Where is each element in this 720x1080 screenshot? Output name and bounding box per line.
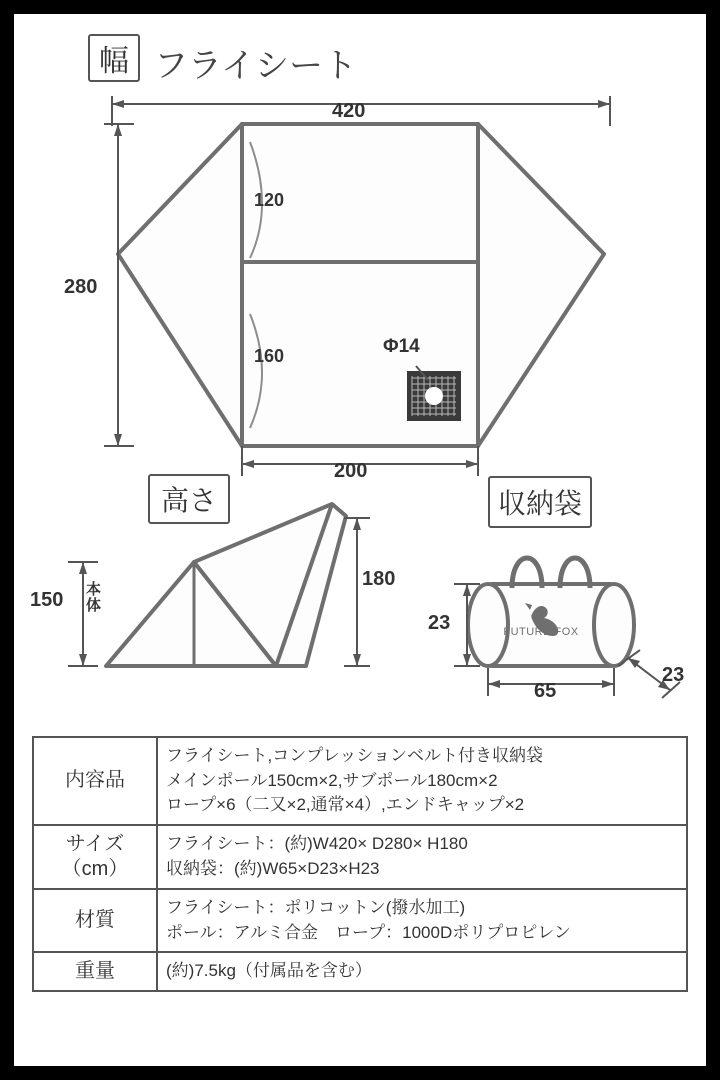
dim-height-150: 150 <box>30 589 64 611</box>
row-key-contents: 内容品 <box>33 737 157 825</box>
bag-section-badge: 収納袋 <box>488 476 592 528</box>
value-line: フライシート,コンプレッションベルト付き収納袋 <box>166 746 544 765</box>
dim-bag-23-height: 23 <box>428 612 451 634</box>
dim-height-180: 180 <box>362 568 396 590</box>
dim-width-200: 200 <box>334 460 368 482</box>
vent-diameter-label: Φ14 <box>383 336 420 357</box>
row-key-material: 材質 <box>33 889 157 952</box>
row-value-weight <box>157 952 687 991</box>
dim-width-420: 420 <box>332 100 366 122</box>
dim-height-150-note: 本体 <box>86 581 102 614</box>
row-value-size <box>157 825 687 889</box>
value-line: ロープ×6（二又×2,通常×4）,エンドキャップ×2 <box>166 795 525 815</box>
height-section-badge: 高さ <box>148 474 230 524</box>
value-line: 収納袋：(約)W65×D23×H23 <box>166 858 380 878</box>
dim-bag-23-depth: 23 <box>662 664 685 686</box>
dim-inner-160: 160 <box>254 346 285 366</box>
row-key-size <box>33 825 157 889</box>
width-section-title: フライシート <box>154 47 357 85</box>
dim-inner-120: 120 <box>254 190 285 210</box>
value-line: フライシート：ポリコットン(撥水加工) <box>166 897 466 917</box>
bag-brand-label: FUTURE FOX <box>503 626 579 638</box>
value-line: ポール：アルミ合金 ロープ：1000Dポリプロピレン <box>166 922 571 942</box>
table-row <box>33 889 687 952</box>
row-key-size-line1: サイズ <box>65 832 125 855</box>
table-row <box>33 737 687 825</box>
dim-width-280: 280 <box>64 276 98 298</box>
value-line: フライシート：(約)W420× D280× H180 <box>166 834 468 854</box>
row-value-contents <box>157 737 687 825</box>
table-row <box>33 825 687 889</box>
table-row <box>33 952 687 991</box>
row-value-material <box>157 889 687 952</box>
spec-sheet <box>14 14 706 1066</box>
value-line: (約)7.5kg（付属品を含む） <box>166 961 372 981</box>
dim-bag-65-width: 65 <box>534 680 557 702</box>
spec-table <box>32 736 688 992</box>
row-key-weight: 重量 <box>33 952 157 991</box>
row-key-size-line2: （cm） <box>61 857 129 880</box>
value-line: メインポール150cm×2,サブポール180cm×2 <box>166 770 498 790</box>
width-section-badge: 幅 <box>88 34 140 82</box>
